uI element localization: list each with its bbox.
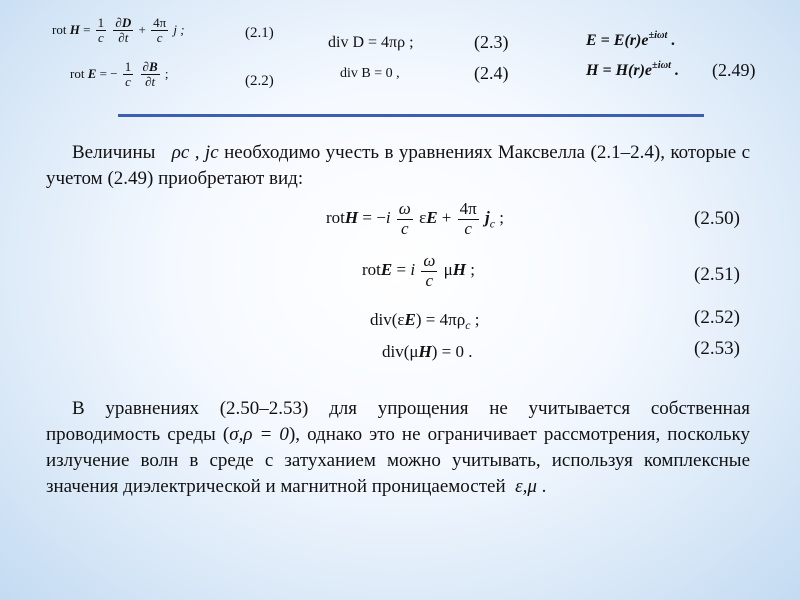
eq-2-1-frac1-den: c [98, 30, 104, 46]
eq-2-49-line2-exp: ±iωt [652, 60, 671, 71]
equation-2-51: rotE = i $\frac{\omega}{c}$ μH ; [362, 251, 475, 290]
eq-2-2-frac1-den: c [125, 74, 131, 90]
eq-2-52-label: (2.52) [694, 307, 740, 328]
para1-symbols: ρc , jc [171, 142, 219, 163]
eq-2-49-label: (2.49) [712, 60, 756, 80]
equation-2-3: div D = 4πρ ; [328, 34, 414, 51]
equation-2-53: div(μH) = 0 . [382, 342, 473, 361]
eq-2-2-frac2-den: ∂t [145, 74, 156, 90]
eq-2-2-tail: ; [164, 65, 169, 81]
para2-part2: ), однако это не ограничивает рассмотрения, поскольку излучение волн в среде с затуханием можно учитывать, используя комплексные значения диэлектрической и магнитной проницаемостей [46, 424, 750, 497]
eq-2-50-frac2-den: c [464, 218, 472, 238]
eq-2-4-label: (2.4) [474, 63, 509, 83]
equation-2-49-line2: $H = H(r)e^{\pm i\omega t}$ . [586, 60, 679, 79]
paragraph-2 [46, 396, 750, 500]
paragraph-1 [46, 140, 750, 192]
eq-2-51-frac1-num: ω [423, 251, 436, 270]
para1-before: Величины [72, 142, 156, 163]
eq-2-49-line1-text: E = E(r)e [586, 31, 649, 49]
para2-symbols: ε,μ [515, 476, 537, 497]
equation-2-49-line1: $E = E(r)e^{\pm i\omega t}$ . [586, 30, 676, 49]
eq-2-1-frac3-den: c [156, 30, 163, 46]
eq-2-2-label: (2.2) [245, 73, 274, 89]
eq-2-1-tail: j ; [173, 21, 185, 37]
para2-part1: В уравнениях (2.50–2.53) для упрощения не учитывается собственная проводимость среды ( [46, 398, 750, 445]
para2-condition: σ,ρ = 0 [229, 424, 289, 445]
eq-2-2-frac1-num: 1 [124, 59, 132, 74]
eq-2-50-frac1-num: ω [398, 199, 411, 218]
eq-2-51-frac1-den: c [425, 270, 434, 290]
eq-2-49-line1-exp: ±iωt [648, 30, 668, 41]
divider-line [118, 114, 704, 117]
para2-end: . [541, 476, 547, 497]
eq-2-1-frac2-den: ∂t [118, 30, 129, 46]
eq-2-1-frac1-num: 1 [97, 15, 105, 30]
equation-2-1: rot H = $\frac{1}{c}$ $\frac{\partial D}{\partial t}$ + $\frac{4\pi}{c}$ j ; [52, 15, 185, 46]
eq-2-1-label: (2.1) [245, 25, 274, 41]
eq-2-2-frac2-num: ∂B [142, 59, 158, 74]
eq-2-53-label: (2.53) [694, 338, 740, 359]
eq-2-50-frac1-den: c [401, 218, 409, 238]
eq-2-50-label: (2.50) [694, 208, 740, 229]
eq-2-3-label: (2.3) [474, 32, 509, 52]
eq-2-1-frac3-num: 4π [153, 15, 167, 30]
equation-2-4: div B = 0 , [340, 66, 400, 81]
eq-2-51-label: (2.51) [694, 264, 740, 285]
equation-2-52: $div(\varepsilon E) = 4\pi\rho_c$ ; [370, 310, 480, 333]
equation-2-50: rotH = −i $\frac{\omega}{c}$ εE + $\frac{4\pi}{c}$ $j_c$ ; [326, 199, 504, 238]
eq-2-49-line2-text: H = H(r)e [586, 61, 652, 79]
equation-2-2: rot E = − $\frac{1}{c}$ $\frac{\partial B}{\partial t}$ ; [70, 59, 169, 90]
para1-after: необходимо учесть в уравнениях Максвелла (2.1–2.4), которые с учетом (2.49) приобретают вид: [46, 142, 751, 189]
eq-2-1-frac2-num: ∂D [115, 15, 132, 30]
eq-2-50-frac2-num: 4π [459, 199, 477, 218]
